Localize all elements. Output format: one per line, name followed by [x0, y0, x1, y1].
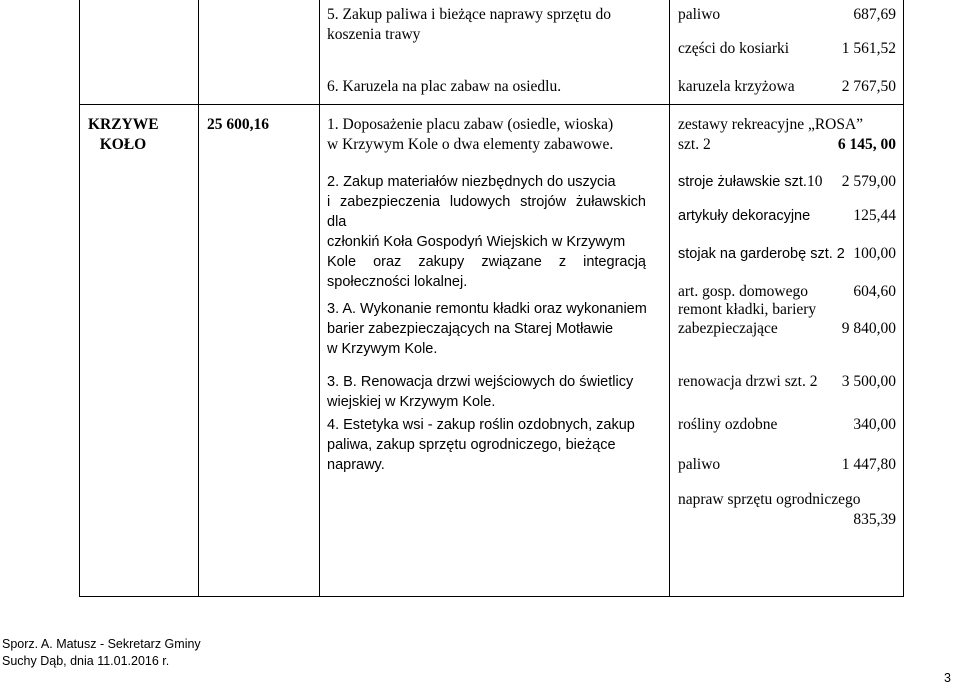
task-6-text: 6. Karuzela na plac zabaw na osiedlu.	[327, 78, 562, 95]
table-column-divider-1	[198, 0, 199, 597]
cost-rosliny-label: rośliny ozdobne	[678, 416, 778, 433]
table-border-bottom	[79, 596, 904, 597]
table-column-divider-2	[319, 0, 320, 597]
task-3b-line-1: 3. B. Renowacja drzwi wejściowych do świetlicy	[327, 374, 634, 390]
task-4-line-1: 4. Estetyka wsi - zakup roślin ozdobnych, zakup	[327, 417, 635, 433]
village-total: 25 600,16	[207, 116, 269, 133]
cost-rosa-qty: szt. 2	[678, 136, 711, 153]
cost-art-amount: 604,60	[853, 283, 896, 300]
cost-naprawy-label: napraw sprzętu ogrodniczego	[678, 491, 861, 508]
cost-rosa-label: zestawy rekreacyjne „ROSA”	[678, 116, 864, 133]
cost-naprawy-amount: 835,39	[853, 511, 896, 528]
task-3a-line-1: 3. A. Wykonanie remontu kładki oraz wykonaniem	[327, 301, 647, 317]
task-5-line-1: 5. Zakup paliwa i bieżące naprawy sprzętu do	[327, 6, 612, 23]
cost-stroje-amount: 2 579,00	[841, 173, 896, 190]
task-2-line-2: i zabezpieczenia ludowych strojów żuławskich dla	[327, 194, 646, 230]
cost-rosliny-amount: 340,00	[853, 416, 896, 433]
cost-drzwi-label: renowacja drzwi szt. 2	[678, 373, 818, 390]
task-1-line-2: w Krzywym Kole o dwa elementy zabawowe.	[327, 136, 614, 153]
task-3a-line-2: barier zabezpieczających na Starej Motławie	[327, 321, 614, 337]
village-name	[88, 115, 158, 155]
page-number: 3	[944, 671, 951, 685]
task-4-text	[327, 415, 635, 475]
task-3a-line-3: w Krzywym Kole.	[327, 341, 438, 357]
task-2-text	[327, 172, 646, 292]
cost-rosa-amount: 6 145, 00	[837, 136, 896, 153]
village-name-line-1: KRZYWE	[88, 116, 159, 133]
cost-paliwo-label: paliwo	[678, 6, 721, 23]
task-3b-text	[327, 372, 633, 412]
cost-artykuly-label: artykuły dekoracyjne	[678, 208, 811, 224]
cost-czesci-label: części do kosiarki	[678, 40, 790, 57]
task-4-line-2: paliwa, zakup sprzętu ogrodniczego, bieżące	[327, 437, 616, 453]
task-2-line-4: Kole oraz zakupy związane z integracją	[327, 254, 646, 270]
task-1-text	[327, 115, 613, 155]
cost-paliwo2-label: paliwo	[678, 456, 721, 473]
cost-karuzela-label: karuzela krzyżowa	[678, 78, 795, 95]
table-row-divider	[79, 104, 904, 105]
task-4-line-3: naprawy.	[327, 457, 385, 473]
cost-stroje-text: stroje żuławskie szt.	[678, 174, 807, 190]
task-2-line-5: społeczności lokalnej.	[327, 274, 468, 290]
cost-paliwo2-amount: 1 447,80	[841, 456, 896, 473]
cost-czesci-amount: 1 561,52	[841, 40, 896, 57]
table-column-divider-3	[669, 0, 670, 597]
cost-stojak-label: stojak na garderobę szt. 2	[678, 246, 845, 262]
task-3b-line-2: wiejskiej w Krzywym Kole.	[327, 394, 496, 410]
cost-stroje-qty: 10	[806, 173, 823, 190]
table-border-left	[79, 0, 80, 597]
task-5-line-2: koszenia trawy	[327, 26, 421, 43]
cost-karuzela-amount: 2 767,50	[841, 78, 896, 95]
table-border-right	[903, 0, 904, 597]
footer-author: Sporz. A. Matusz - Sekretarz Gminy	[2, 637, 201, 651]
task-2-line-3: członkiń Koła Gospodyń Wiejskich w Krzywym	[327, 234, 626, 250]
village-name-line-2: KOŁO	[99, 136, 147, 153]
task-1-line-1: 1. Doposażenie placu zabaw (osiedle, wioska)	[327, 116, 614, 133]
footer-place-date: Suchy Dąb, dnia 11.01.2016 r.	[2, 654, 170, 668]
cost-remont-label-1: remont kładki, bariery	[678, 301, 817, 318]
cost-remont-amount: 9 840,00	[841, 320, 896, 337]
cost-paliwo-amount: 687,69	[853, 6, 896, 23]
task-3a-text	[327, 299, 647, 359]
cost-drzwi-amount: 3 500,00	[841, 373, 896, 390]
cost-stroje-label	[678, 172, 822, 192]
task-5-text	[327, 5, 611, 45]
cost-art-label: art. gosp. domowego	[678, 283, 809, 300]
task-2-line-1: 2. Zakup materiałów niezbędnych do uszycia	[327, 174, 616, 190]
cost-remont-label-2: zabezpieczające	[678, 320, 778, 337]
cost-stojak-amount: 100,00	[853, 245, 896, 262]
cost-artykuly-amount: 125,44	[853, 207, 896, 224]
